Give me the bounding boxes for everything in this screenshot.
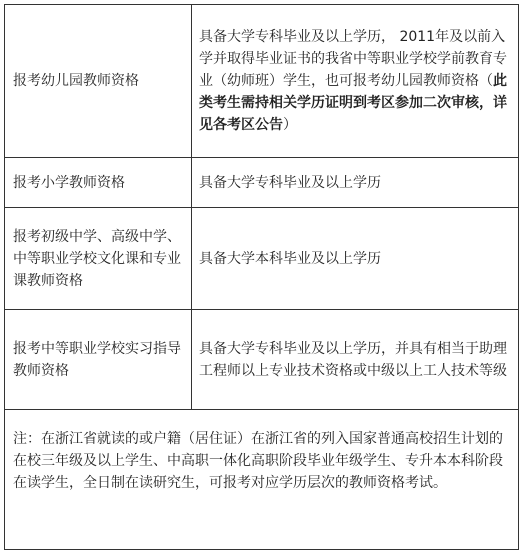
table-row (5, 5, 518, 158)
requirement-text: 具备大学专科毕业及以上学历，并具有相当于助理工程师以上专业技术资格或中级以上工人技术等级 (199, 340, 507, 379)
requirement-text (199, 26, 512, 136)
requirement-cell (192, 310, 518, 409)
table-row (5, 158, 518, 208)
requirement-text: 具备大学专科毕业及以上学历 (199, 174, 381, 191)
qualification-cell (5, 310, 191, 409)
qualification-label: 报考小学教师资格 (13, 174, 125, 191)
qualification-cell (5, 158, 191, 207)
requirement-cell (192, 208, 518, 309)
table-row (5, 310, 518, 410)
requirement-cell (192, 5, 518, 157)
requirement-text-bold: 此类考生需持相关学历证明到考区参加二次审核，详见各考区公告 (199, 73, 507, 133)
requirements-table (4, 4, 519, 550)
requirement-text-normal: 具备大学专科毕业及以上学历， 2011年及以前入学并取得毕业证书的我省中等职业学校学前教育专业（幼师班）学生，也可报考幼儿园教师资格（ (199, 29, 507, 89)
requirement-cell (192, 158, 518, 207)
qualification-cell (5, 208, 191, 309)
qualification-label: 报考中等职业学校实习指导教师资格 (13, 340, 181, 379)
requirement-text: 具备大学本科毕业及以上学历 (199, 250, 381, 267)
qualification-cell (5, 5, 191, 157)
requirement-text-tail: ） (283, 117, 297, 133)
qualification-label: 报考幼儿园教师资格 (13, 73, 139, 89)
footnote: 注：在浙江省就读的或户籍（居住证）在浙江省的列入国家普通高校招生计划的在校三年级及以上学生、中高职一体化高职阶段毕业年级学生、专升本本科阶段在读学生，全日制在读研究生，可报考对应学历层次的教师资格考试。 (13, 431, 503, 491)
qualification-label: 报考初级中学、高级中学、中等职业学校文化课和专业课教师资格 (13, 228, 181, 289)
table-row (5, 208, 518, 310)
